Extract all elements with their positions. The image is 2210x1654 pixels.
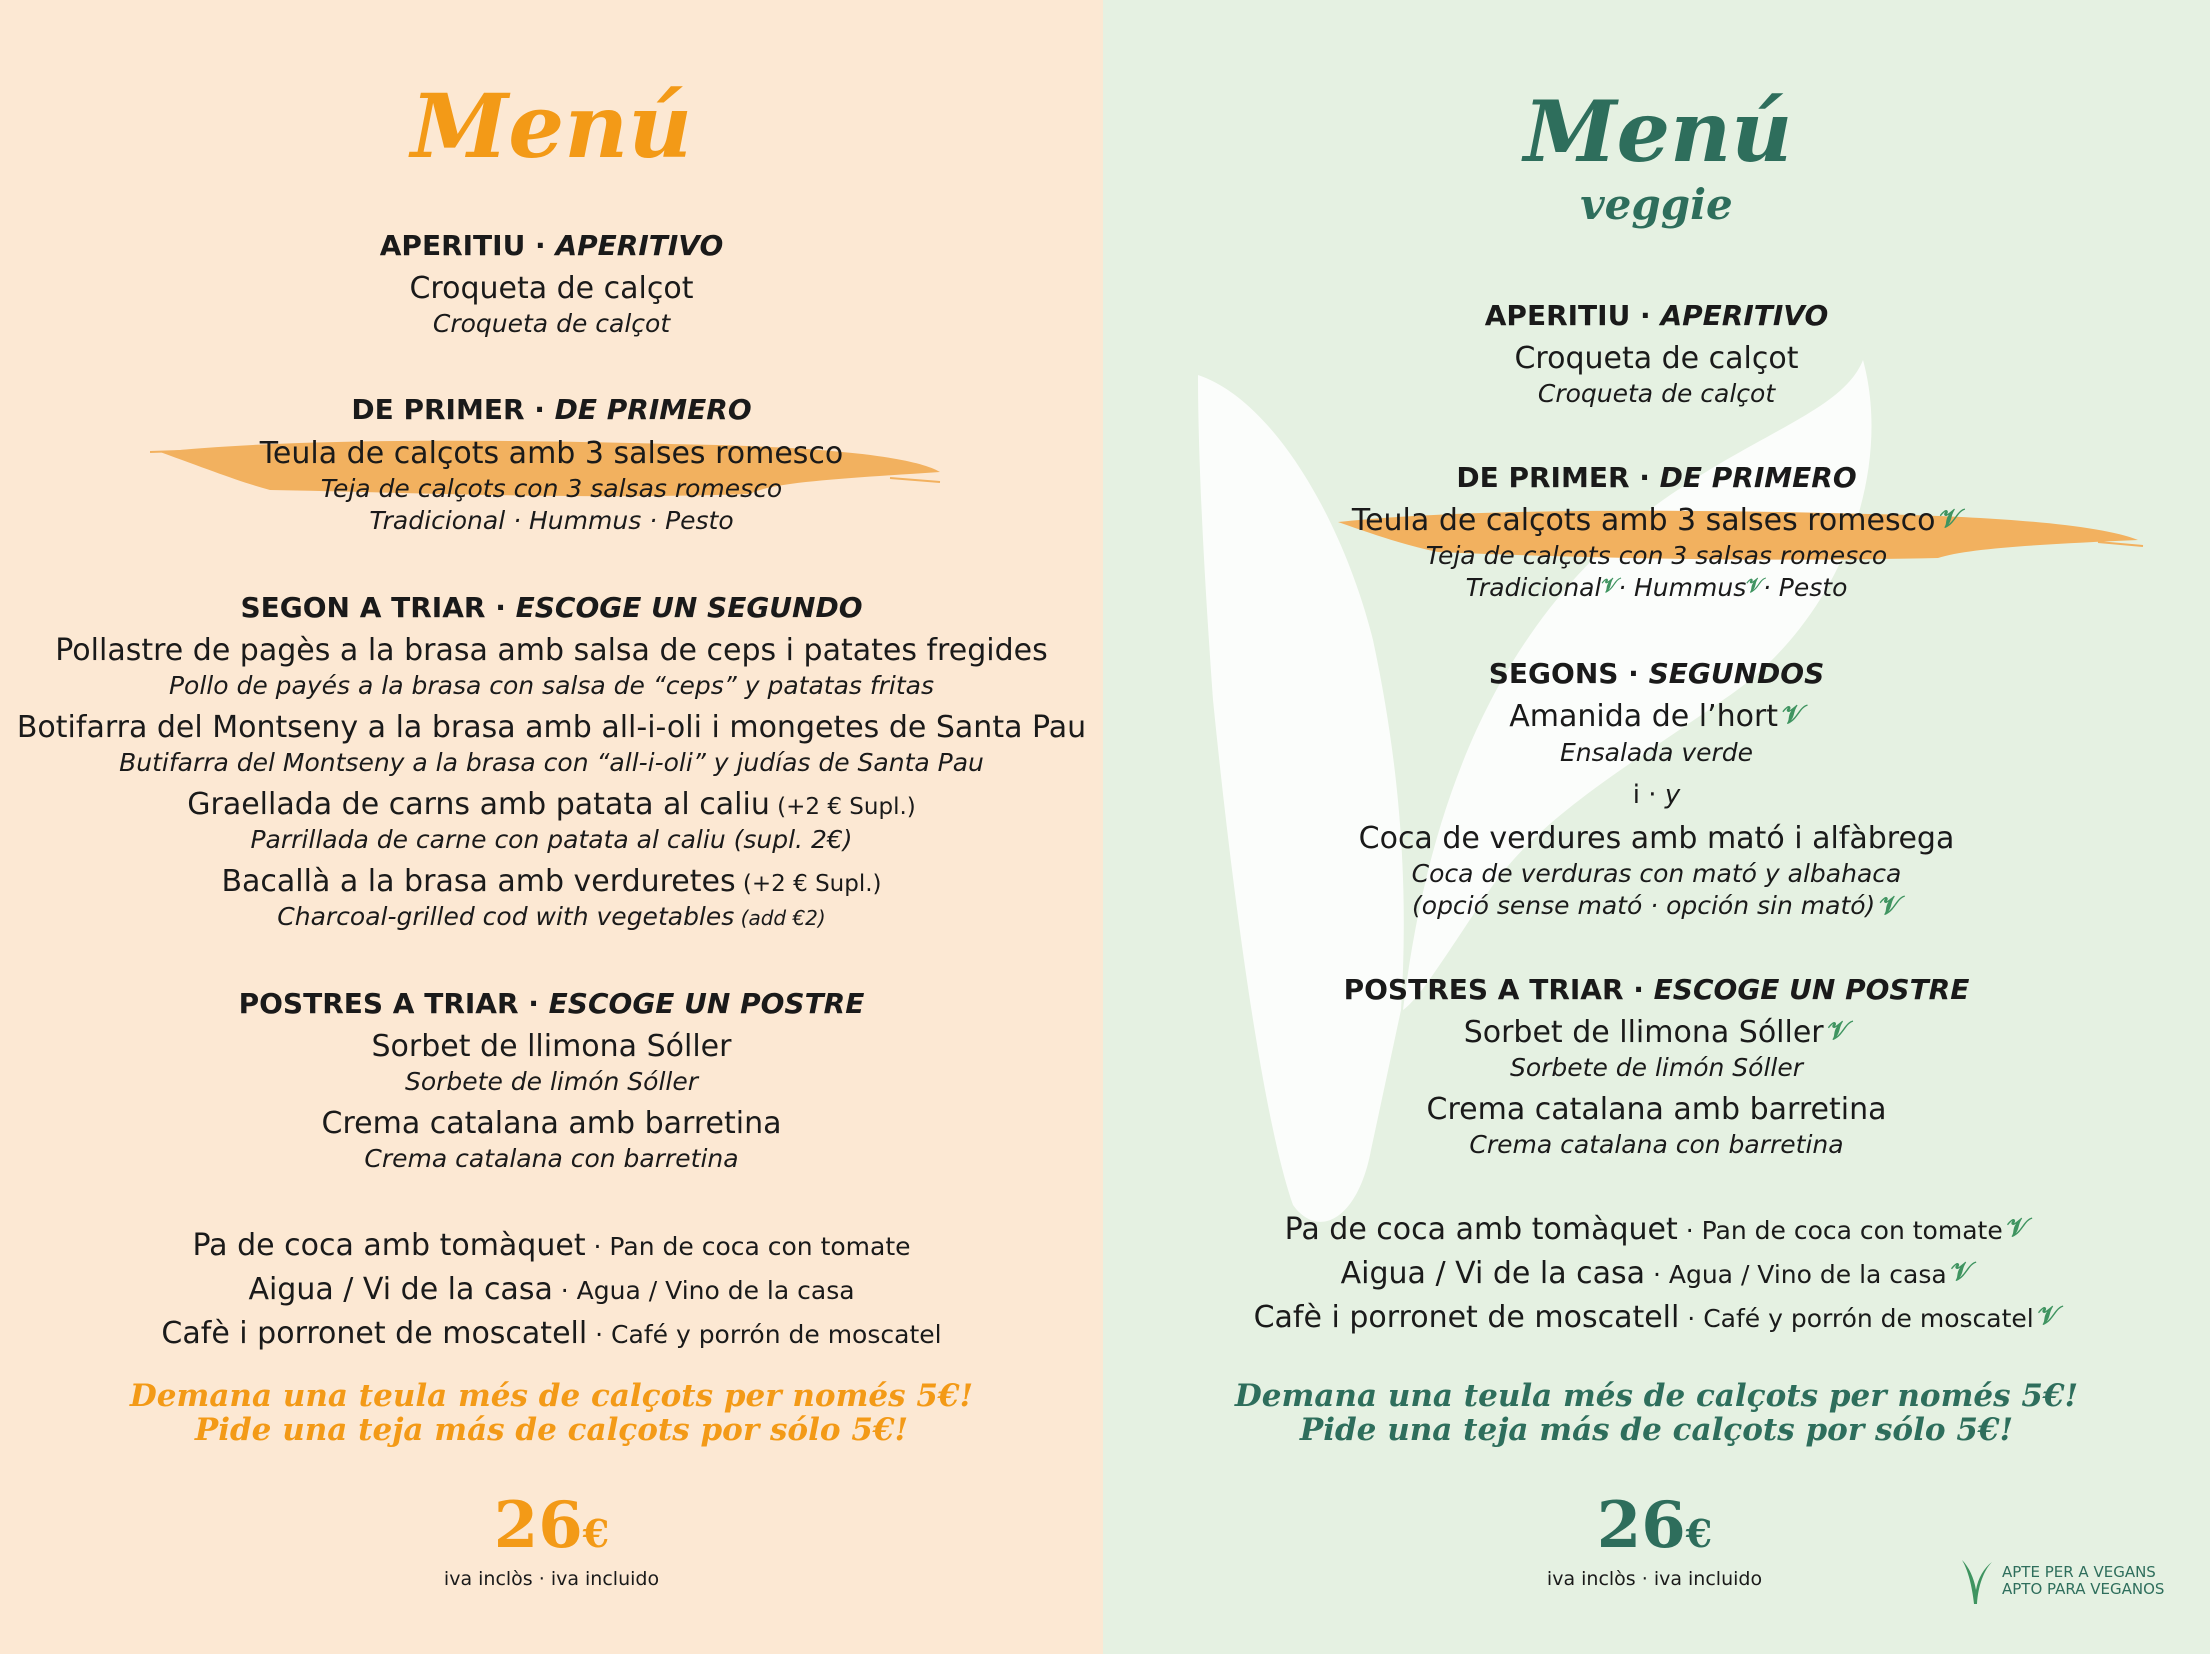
tax-note: iva inclòs · iva incluido xyxy=(1546,1568,1763,1590)
page-title: Menú xyxy=(410,74,693,178)
vegan-leaf-icon: 𝒱 xyxy=(2006,1213,2029,1243)
menu-item-translation: Sorbete de limón Sóller xyxy=(404,1067,699,1096)
menu-item-translation: Teja de calçots con 3 salsas romesco xyxy=(320,474,783,503)
price: 26€ xyxy=(493,1488,610,1563)
vegan-leaf-icon xyxy=(1960,1556,1994,1608)
promo-text: Pide una teja más de calçots por sólo 5€! xyxy=(194,1412,909,1448)
promo-text: Demana una teula més de calçots per només 5€! xyxy=(1234,1378,2079,1414)
menu-item: Botifarra del Montseny a la brasa amb all-i-oli i mongetes de Santa Pau xyxy=(16,710,1087,745)
menu-item-translation: Charcoal-grilled cod with vegetables (add €2) xyxy=(277,902,826,931)
vegan-badge-label: APTE PER A VEGANS APTO PARA VEGANOS xyxy=(2002,1563,2165,1598)
menu-item: Crema catalana amb barretina xyxy=(1426,1092,1887,1127)
menu-item: Sorbet de llimona Sóller 𝒱 xyxy=(1463,1015,1850,1050)
menu-item-translation: Croqueta de calçot xyxy=(432,309,671,338)
section-heading-segons: SEGONS · SEGUNDOS xyxy=(1488,657,1825,690)
extra-item: Cafè i porronet de moscatell · Café y porrón de moscatel xyxy=(161,1316,942,1351)
conjunction: i · y xyxy=(1632,780,1681,810)
menu-item: Amanida de l’hort 𝒱 xyxy=(1509,699,1804,734)
promo-text: Demana una teula més de calçots per només 5€! xyxy=(129,1378,974,1414)
menu-item: Graellada de carns amb patata al caliu (+2 € Supl.) xyxy=(187,787,916,822)
extra-item: Aigua / Vi de la casa · Agua / Vino de la casa 𝒱 xyxy=(1340,1256,1973,1291)
menu-item-translation: Parrillada de carne con patata al caliu (supl. 2€) xyxy=(250,825,853,854)
price: 26€ xyxy=(1596,1488,1713,1563)
section-heading-postres: POSTRES A TRIAR · ESCOGE UN POSTRE xyxy=(1343,973,1970,1006)
vegan-leaf-icon: 𝒱 xyxy=(1827,1016,1850,1046)
sauce-options: Tradicional𝒱· Hummus𝒱· Pesto xyxy=(1465,573,1848,602)
section-heading-primer: DE PRIMER · DE PRIMERO xyxy=(1456,461,1857,494)
vegan-leaf-icon: 𝒱 xyxy=(2037,1301,2060,1331)
menu-item: Bacallà a la brasa amb verduretes (+2 € Supl.) xyxy=(221,864,882,899)
vegan-leaf-icon: 𝒱 xyxy=(1782,700,1804,730)
promo-text: Pide una teja más de calçots por sólo 5€! xyxy=(1299,1412,2014,1448)
section-heading-primer: DE PRIMER · DE PRIMERO xyxy=(351,393,752,426)
section-heading-aperitiu: APERITIU · APERITIVO xyxy=(379,229,724,262)
menu-item: Sorbet de llimona Sóller xyxy=(371,1029,732,1064)
menu-panel-classic xyxy=(0,0,1103,1654)
extra-item: Pa de coca amb tomàquet · Pan de coca con tomate xyxy=(192,1228,911,1263)
extra-item: Pa de coca amb tomàquet · Pan de coca con tomate 𝒱 xyxy=(1284,1212,2029,1247)
page-title: Menú xyxy=(1523,82,1793,181)
menu-item-translation: Coca de verduras con mató y albahaca xyxy=(1411,859,1902,888)
sauce-options: Tradicional · Hummus · Pesto xyxy=(369,506,734,535)
menu-item-translation: Pollo de payés a la brasa con salsa de “ceps” y patatas fritas xyxy=(168,671,935,700)
menu-item: Crema catalana amb barretina xyxy=(321,1106,782,1141)
supplement-note: (+2 € Supl.) xyxy=(769,794,916,820)
vegan-leaf-icon: 𝒱 xyxy=(1939,504,1962,534)
menu-item: Croqueta de calçot xyxy=(409,271,694,306)
vegan-leaf-icon: 𝒱 xyxy=(1746,573,1763,597)
section-heading-postres: POSTRES A TRIAR · ESCOGE UN POSTRE xyxy=(238,987,865,1020)
menu-item: Croqueta de calçot xyxy=(1514,341,1799,376)
extra-item: Cafè i porronet de moscatell · Café y porrón de moscatel 𝒱 xyxy=(1253,1300,2060,1335)
menu-item: Teula de calçots amb 3 salses romesco xyxy=(259,436,844,471)
menu-item-note: (opció sense mató · opción sin mató) 𝒱 xyxy=(1412,891,1901,921)
menu-item-translation: Croqueta de calçot xyxy=(1537,379,1776,408)
supplement-note: (+2 € Supl.) xyxy=(735,871,882,897)
menu-panel-veggie xyxy=(1103,0,2210,1654)
menu-item-translation: Ensalada verde xyxy=(1559,738,1754,767)
menu-item-translation: Butifarra del Montseny a la brasa con “all-i-oli” y judías de Santa Pau xyxy=(119,748,984,777)
menu-item-translation: Crema catalana con barretina xyxy=(364,1144,739,1173)
menu-item: Pollastre de pagès a la brasa amb salsa de ceps i patates fregides xyxy=(55,633,1048,668)
extra-item: Aigua / Vi de la casa · Agua / Vino de la casa xyxy=(248,1272,855,1307)
section-heading-segon: SEGON A TRIAR · ESCOGE UN SEGUNDO xyxy=(240,591,863,624)
vegan-leaf-icon: 𝒱 xyxy=(1879,891,1901,921)
page-subtitle: veggie xyxy=(1580,180,1733,229)
vegan-leaf-icon: 𝒱 xyxy=(1601,573,1619,597)
menu-item-translation: Sorbete de limón Sóller xyxy=(1509,1053,1804,1082)
vegan-badge xyxy=(1960,1556,2165,1608)
menu-item: Teula de calçots amb 3 salses romesco 𝒱 xyxy=(1351,503,1962,538)
vegan-leaf-icon: 𝒱 xyxy=(1950,1257,1973,1287)
menu-item-translation: Crema catalana con barretina xyxy=(1469,1130,1844,1159)
menu-item-translation: Teja de calçots con 3 salsas romesco xyxy=(1425,541,1888,570)
menu-item: Coca de verdures amb mató i alfàbrega xyxy=(1358,821,1955,856)
tax-note: iva inclòs · iva incluido xyxy=(443,1568,660,1590)
section-heading-aperitiu: APERITIU · APERITIVO xyxy=(1484,299,1829,332)
